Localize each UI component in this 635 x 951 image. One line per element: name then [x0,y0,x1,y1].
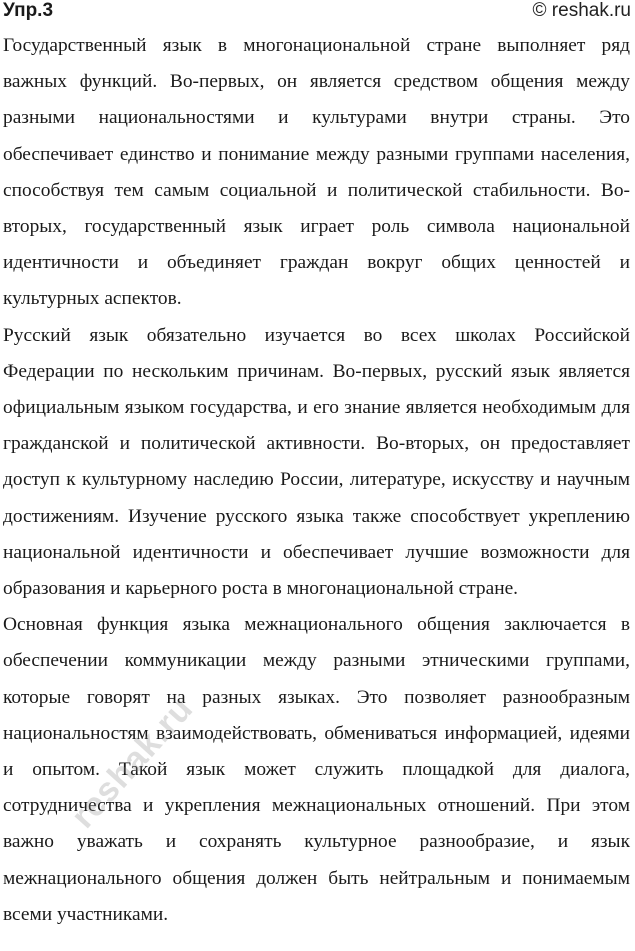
exercise-title: Упр.3 [3,0,54,21]
paragraph-state-language: Государственный язык в многонациональной стране выполняет ряд важных функций. Во-первых, он является средством общения между разными национальностями и культурами внутри страны. Это обеспечивает единство и понимание между разными группами населения, способствуя тем самым социальной и политической стабильности. Во-вторых, государственный язык играет роль символа национальной идентичности и объединяет граждан вокруг общих ценностей и культурных аспектов. [3,35,630,310]
watermark-text: reshak.ru [64,689,201,836]
site-credit: © reshak.ru [532,0,631,21]
page-header [3,0,631,30]
paragraph-russian-in-schools: Русский язык обязательно изучается во всех школах Российской Федерации по нескольким причинам. Во-первых, русский язык является официальным языком государства, и его знание является необходимым для гражданской и политической активности. Во-вторых, он предоставляет доступ к культурному наследию России, литературе, искусству и научным достижениям. Изучение русского языка также способствует укреплению национальной идентичности и обеспечивает лучшие возможности для образования и карьерного роста в многонациональной стране. [3,324,630,600]
answer-text [3,28,630,933]
paragraph-interethnic-language: Основная функция языка межнационального общения заключается в обеспечении коммуникации между разными этническими группами, которые говорят на разных языках. Это позволяет разнообразным национальностям взаимодействовать, обмениваться информацией, идеями и опытом. Такой язык может служить площадкой для диалога, сотрудничества и укрепления межнациональных отношений. При этом важно уважать и сохранять культурное разнообразие, и язык межнационального общения должен быть нейтральным и понимаемым всеми участниками. [3,614,630,925]
